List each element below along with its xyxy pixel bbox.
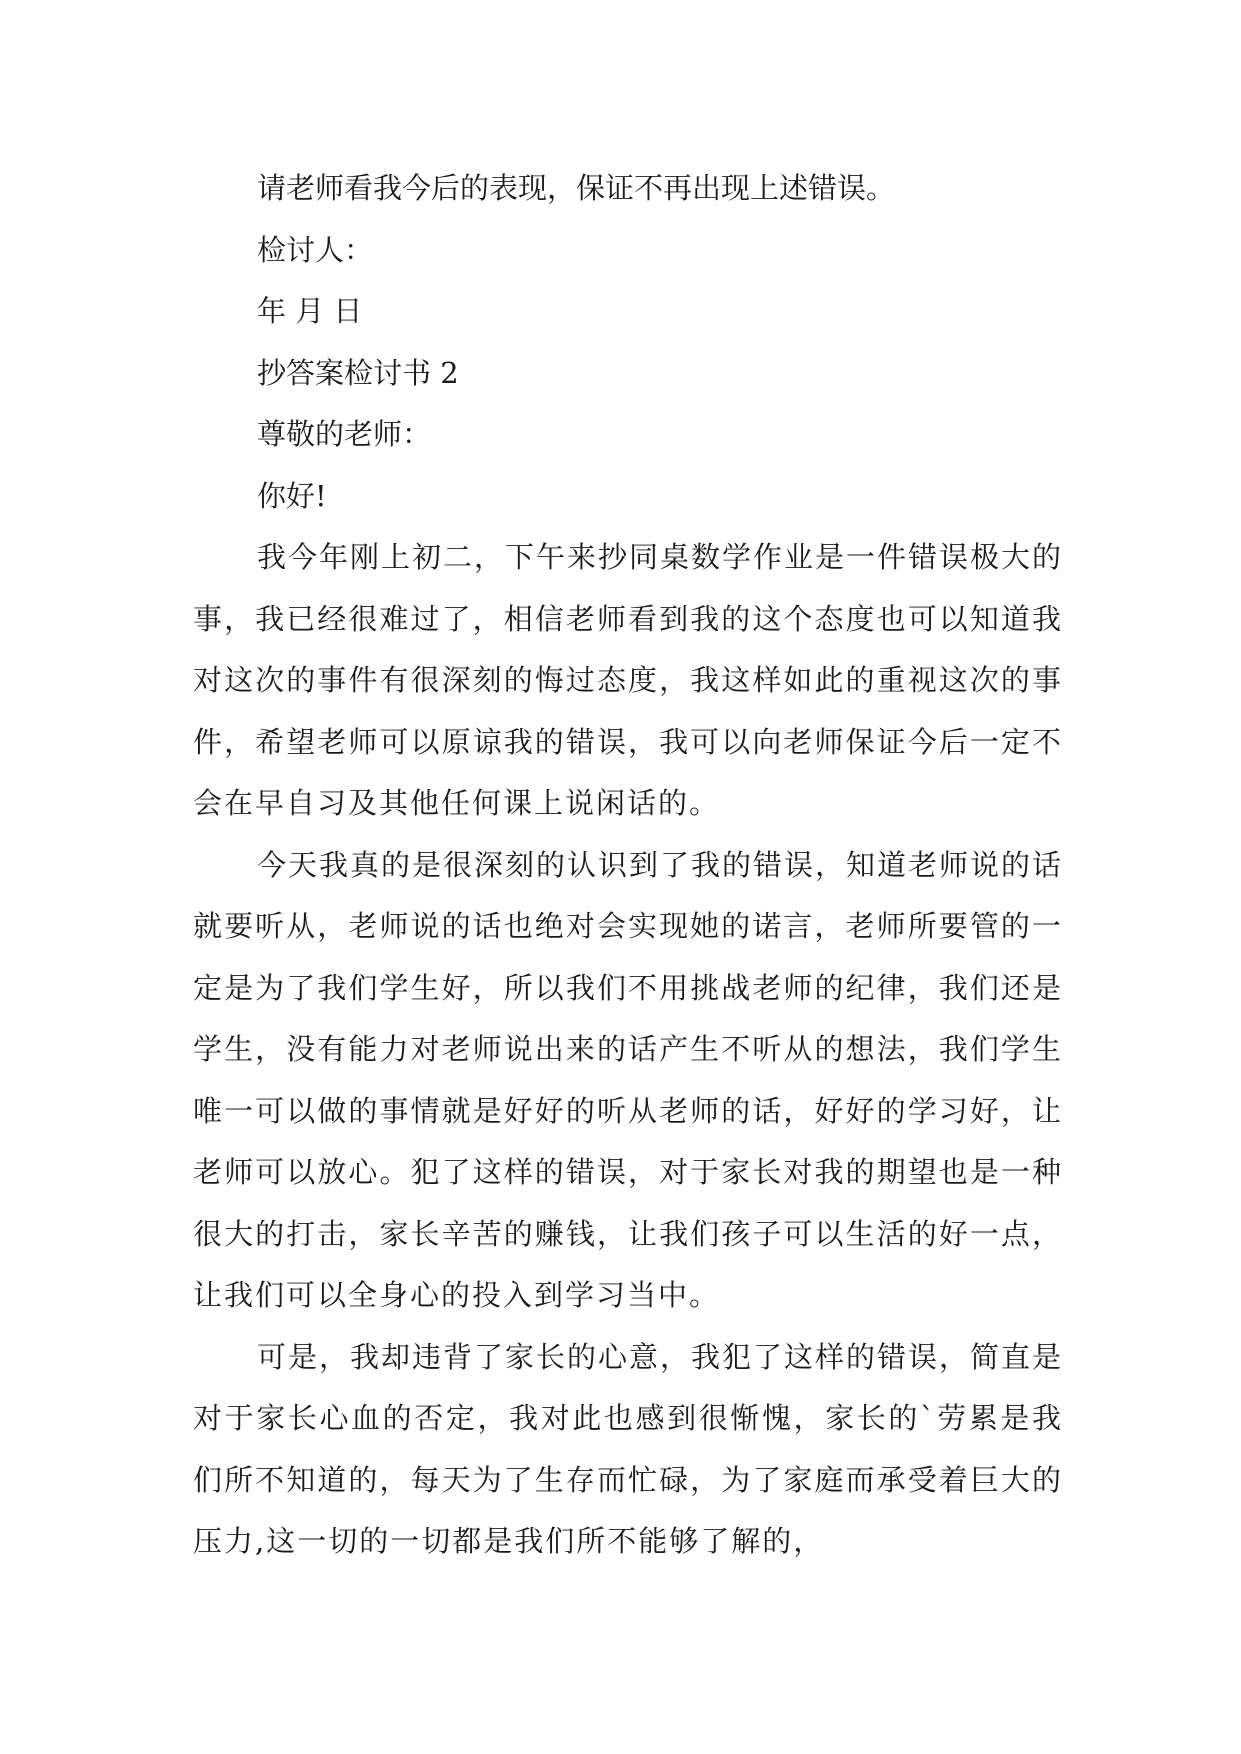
section-title: 抄答案检讨书 2: [257, 355, 459, 390]
date-line: 年 月 日: [257, 294, 363, 328]
body-paragraph-2: 今天我真的是很深刻的认识到了我的错误，知道老师说的话就要听从，老师说的话也绝对会实现她的诺言，老师所要管的一定是为了我们学生好，所以我们不用挑战老师的纪律，我们还是学生，没有能力对老师说出来的话产生不听从的想法，我们学生唯一可以做的事情就是好好的听从老师的话，好好的学习好，让老师可以放心。犯了这样的错误，对于家长对我的期望也是一种很大的打击，家长辛苦的赚钱，让我们孩子可以生活的好一点，让我们可以全身心的投入到学习当中。: [193, 847, 1064, 1312]
salutation-line: 尊敬的老师：: [257, 417, 432, 451]
greeting-line: 你好!: [257, 478, 327, 513]
document-body: [193, 158, 1063, 1573]
promise-line: 请老师看我今后的表现，保证不再出现上述错误。: [257, 171, 896, 205]
signer-line: 检讨人：: [257, 232, 374, 267]
body-paragraph-3: 可是，我却违背了家长的心意，我犯了这样的错误，简直是对于家长心血的否定，我对此也感到很惭愧，家长的`劳累是我们所不知道的，每天为了生存而忙碌，为了家庭而承受着巨大的压力,这一切的一切都是我们所不能够了解的，: [193, 1339, 1064, 1558]
body-paragraph-1: 我今年刚上初二，下午来抄同桌数学作业是一件错误极大的事，我已经很难过了，相信老师看到我的这个态度也可以知道我对这次的事件有很深刻的悔过态度，我这样如此的重视这次的事件，希望老师可以原谅我的错误，我可以向老师保证今后一定不会在早自习及其他任何课上说闲话的。: [193, 540, 1064, 820]
